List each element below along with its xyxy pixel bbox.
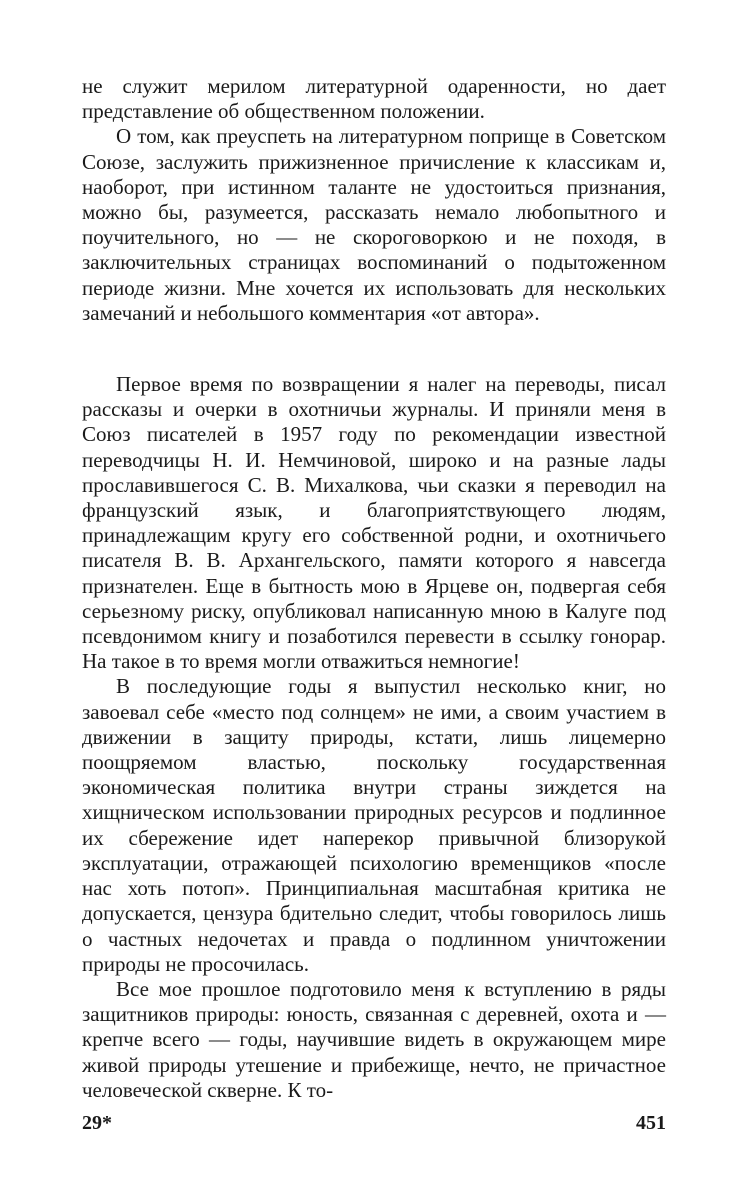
- page-footer: [82, 1112, 666, 1140]
- paragraph-continued: не служит мерилом литературной одаренности, но дает представление об общественном положении.: [82, 74, 666, 124]
- page-number: 451: [636, 1112, 666, 1134]
- paragraph: Все мое прошлое подготовило меня к вступлению в ряды защитников природы: юность, связанная с деревней, охота и — крепче всего — годы, научившие видеть в окружающем мире живой природы утешение и прибежище, нечто, не причастное человеческой скверне. К то-: [82, 976, 666, 1102]
- signature-mark: 29*: [82, 1112, 112, 1134]
- paragraph: В последующие годы я выпустил несколько книг, но завоевал себе «место под солнцем» не ими, а своим участием в движении в защиту природы, кстати, лишь лицемерно поощряемом властью, поскольку государственная экономическая политика внутри страны зиждется на хищническом использовании природных ресурсов и подлинное их сбережение идет наперекор привычной близорукой эксплуатации, отражающей психологию временщиков «после нас хоть потоп». Принципиальная масштабная критика не допускается, цензура бдительно следит, чтобы говорилось лишь о частных недочетах и правда о подлинном уничтожении природы не просочилась.: [82, 674, 666, 976]
- section-break: [82, 326, 666, 372]
- page-body: [82, 74, 666, 1154]
- paragraph: Первое время по возвращении я налег на переводы, писал рассказы и очерки в охотничьи журналы. И приняли меня в Союз писателей в 1957 году по рекомендации известной переводчицы Н. И. Немчиновой, широко и на разные лады прославившегося С. В. Михалкова, чьи сказки я переводил на французский язык, и благоприятствующего людям, принадлежащим кругу его собственной родни, и охотничьего писателя В. В. Архангельского, памяти которого я навсегда признателен. Еще в бытность мою в Ярцеве он, подвергая себя серьезному риску, опубликовал написанную мною в Калуге под псевдонимом книгу и позаботился перевести в ссылку гонорар. На такое в то время могли отважиться немногие!: [82, 372, 666, 674]
- paragraph: О том, как преуспеть на литературном поприще в Советском Союзе, заслужить прижизненное причисление к классикам и, наоборот, при истинном таланте не удостоиться признания, можно бы, разумеется, рассказать немало любопытного и поучительного, но — не скороговоркою и не походя, в заключительных страницах воспоминаний о подытоженном периоде жизни. Мне хочется их использовать для нескольких замечаний и небольшого комментария «от автора».: [82, 124, 666, 325]
